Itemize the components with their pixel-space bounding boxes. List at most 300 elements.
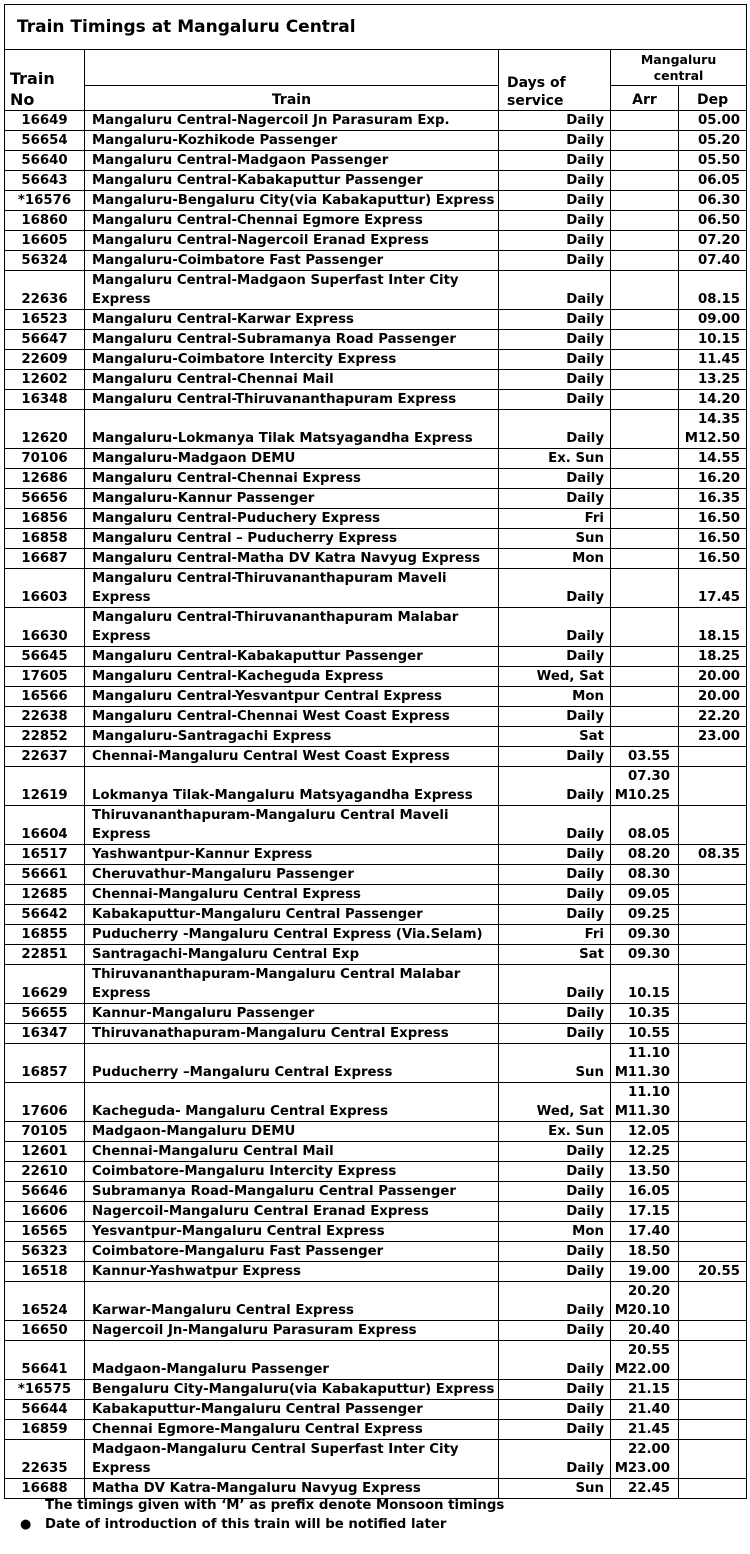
arrival-cell (611, 1282, 679, 1321)
days-of-service-cell: Daily (499, 251, 611, 271)
train-number-cell: 56643 (5, 171, 85, 191)
table-row (5, 806, 747, 845)
days-of-service-cell: Daily (499, 111, 611, 131)
departure-cell (679, 1380, 747, 1400)
arrival-cell (611, 1202, 679, 1222)
timetable-sheet (4, 4, 746, 1499)
cell-line: Mangaluru Central-Thiruvananthapuram Maveli (92, 571, 447, 586)
train-number-cell: 16857 (5, 1044, 85, 1083)
days-of-service-cell: Daily (499, 1400, 611, 1420)
cell-line: Chennai-Mangaluru Central Mail (92, 1144, 334, 1159)
arrival-cell (611, 945, 679, 965)
arrival-cell (611, 1380, 679, 1400)
table-row (5, 1044, 747, 1083)
arrival-cell (611, 271, 679, 310)
train-number-cell: *16576 (5, 191, 85, 211)
arrival-cell (611, 1420, 679, 1440)
table-row (5, 727, 747, 747)
train-name-cell (85, 865, 499, 885)
cell-line: 21.40 (627, 1402, 670, 1417)
cell-line: 12.25 (627, 1144, 670, 1159)
cell-line: Cheruvathur-Mangaluru Passenger (92, 867, 354, 882)
train-name-cell (85, 845, 499, 865)
page-title: Train Timings at Mangaluru Central (5, 5, 747, 50)
train-number-cell: 16688 (5, 1479, 85, 1499)
table-row (5, 945, 747, 965)
train-name-cell (85, 151, 499, 171)
cell-line: M20.10 (614, 1303, 670, 1318)
train-name-cell (85, 647, 499, 667)
train-name-cell (85, 330, 499, 350)
cell-line: Kabakaputtur-Mangaluru Central Passenger (92, 1402, 423, 1417)
train-number-cell: 16649 (5, 111, 85, 131)
arrival-cell (611, 1122, 679, 1142)
header-days-line2: service (507, 93, 564, 109)
cell-line: 11.10 (627, 1085, 670, 1100)
table-row (5, 1162, 747, 1182)
table-row (5, 1004, 747, 1024)
train-number-cell: *16575 (5, 1380, 85, 1400)
arrival-cell (611, 549, 679, 569)
table-row (5, 171, 747, 191)
cell-line: Madgaon-Mangaluru Passenger (92, 1362, 329, 1377)
cell-line: Mangaluru Central-Chennai Express (92, 471, 361, 486)
departure-cell (679, 271, 747, 310)
cell-line: 08.15 (697, 292, 741, 307)
cell-line: 14.35 (697, 412, 741, 427)
train-name-cell (85, 687, 499, 707)
train-name-cell (85, 1162, 499, 1182)
train-number-cell: 16629 (5, 965, 85, 1004)
arrival-cell (611, 1440, 679, 1479)
cell-line: M10.25 (614, 788, 670, 803)
departure-cell (679, 1242, 747, 1262)
departure-cell (679, 1440, 747, 1479)
cell-line: 22.20 (697, 709, 741, 724)
departure-cell (679, 1182, 747, 1202)
train-name-cell (85, 945, 499, 965)
train-name-cell (85, 1182, 499, 1202)
train-number-cell: 16523 (5, 310, 85, 330)
cell-line: 09.00 (697, 312, 741, 327)
arrival-cell (611, 727, 679, 747)
days-of-service-cell: Daily (499, 330, 611, 350)
train-number-cell: 56654 (5, 131, 85, 151)
days-of-service-cell: Daily (499, 271, 611, 310)
arrival-cell (611, 449, 679, 469)
cell-line: Express (92, 629, 151, 644)
table-row (5, 1420, 747, 1440)
days-of-service-cell: Daily (499, 350, 611, 370)
departure-cell (679, 747, 747, 767)
cell-line: 11.45 (697, 352, 741, 367)
cell-line: Mangaluru Central-Subramanya Road Passenger (92, 332, 456, 347)
table-row (5, 905, 747, 925)
departure-cell (679, 489, 747, 509)
train-name-cell (85, 1400, 499, 1420)
train-number-cell: 70106 (5, 449, 85, 469)
cell-line: 07.20 (697, 233, 741, 248)
days-of-service-cell: Daily (499, 885, 611, 905)
cell-line: Chennai Egmore-Mangaluru Central Express (92, 1422, 423, 1437)
days-of-service-cell: Daily (499, 1341, 611, 1380)
table-row (5, 965, 747, 1004)
header-train-no-line1: Train (10, 69, 55, 88)
departure-cell (679, 310, 747, 330)
days-of-service-cell: Daily (499, 905, 611, 925)
table-row (5, 1400, 747, 1420)
train-name-cell (85, 1420, 499, 1440)
cell-line: Kacheguda- Mangaluru Central Express (92, 1104, 389, 1119)
table-row (5, 767, 747, 806)
days-of-service-cell: Daily (499, 469, 611, 489)
table-row (5, 1341, 747, 1380)
cell-line: 09.25 (627, 907, 670, 922)
departure-cell (679, 727, 747, 747)
cell-line: 13.50 (627, 1164, 670, 1179)
train-name-cell (85, 231, 499, 251)
departure-cell (679, 707, 747, 727)
train-number-cell: 22851 (5, 945, 85, 965)
timetable (4, 4, 747, 1499)
departure-cell (679, 806, 747, 845)
days-of-service-cell: Daily (499, 707, 611, 727)
table-row (5, 1380, 747, 1400)
arrival-cell (611, 707, 679, 727)
departure-cell (679, 350, 747, 370)
departure-cell (679, 469, 747, 489)
train-number-cell: 16630 (5, 608, 85, 647)
departure-cell (679, 390, 747, 410)
days-of-service-cell: Mon (499, 549, 611, 569)
cell-line: 14.55 (697, 451, 741, 466)
train-name-cell (85, 1222, 499, 1242)
days-of-service-cell: Daily (499, 1321, 611, 1341)
cell-line: Mangaluru Central-Nagercoil Jn Parasuram Exp. (92, 113, 450, 128)
train-name-cell (85, 131, 499, 151)
cell-line: 16.50 (697, 551, 741, 566)
train-name-cell (85, 1262, 499, 1282)
days-of-service-cell: Daily (499, 1162, 611, 1182)
departure-cell (679, 965, 747, 1004)
train-number-cell: 12620 (5, 410, 85, 449)
cell-line: Madgaon-Mangaluru Central Superfast Inter City (92, 1442, 459, 1457)
introduction-note (20, 1515, 504, 1534)
departure-cell (679, 1420, 747, 1440)
cell-line: Mangaluru-Kannur Passenger (92, 491, 315, 506)
table-row (5, 271, 747, 310)
cell-line: 20.20 (627, 1284, 670, 1299)
train-number-cell: 16603 (5, 569, 85, 608)
arrival-cell (611, 1262, 679, 1282)
train-number-cell: 22610 (5, 1162, 85, 1182)
arrival-cell (611, 330, 679, 350)
arrival-cell (611, 608, 679, 647)
cell-line: Mangaluru Central-Kabakaputtur Passenger (92, 173, 423, 188)
cell-line: Thiruvanathapuram-Mangaluru Central Express (92, 1026, 449, 1041)
days-of-service-cell: Daily (499, 390, 611, 410)
cell-line: 16.35 (697, 491, 741, 506)
days-of-service-cell: Mon (499, 687, 611, 707)
cell-line: M22.00 (614, 1362, 670, 1377)
cell-line: Mangaluru Central-Matha DV Katra Navyug Express (92, 551, 481, 566)
train-name-cell (85, 191, 499, 211)
table-row (5, 925, 747, 945)
days-of-service-cell: Daily (499, 647, 611, 667)
days-of-service-cell: Daily (499, 965, 611, 1004)
train-name-cell (85, 905, 499, 925)
table-row (5, 231, 747, 251)
departure-cell (679, 111, 747, 131)
train-name-cell (85, 1024, 499, 1044)
train-name-cell (85, 111, 499, 131)
train-name-cell (85, 965, 499, 1004)
table-row (5, 707, 747, 727)
arrival-cell (611, 489, 679, 509)
arrival-cell (611, 350, 679, 370)
table-row (5, 1024, 747, 1044)
cell-line: Karwar-Mangaluru Central Express (92, 1303, 354, 1318)
cell-line: Mangaluru Central-Chennai West Coast Express (92, 709, 450, 724)
days-of-service-cell: Daily (499, 1282, 611, 1321)
arrival-cell (611, 151, 679, 171)
departure-cell (679, 410, 747, 449)
header-dep: Dep (679, 86, 747, 111)
arrival-cell (611, 1024, 679, 1044)
cell-line: Mangaluru Central-Kacheguda Express (92, 669, 384, 684)
arrival-cell (611, 1242, 679, 1262)
cell-line: Mangaluru Central-Nagercoil Eranad Express (92, 233, 429, 248)
cell-line: Yashwantpur-Kannur Express (92, 847, 313, 862)
arrival-cell (611, 231, 679, 251)
cell-line: 11.10 (627, 1046, 670, 1061)
departure-cell (679, 211, 747, 231)
train-name-cell (85, 1004, 499, 1024)
departure-cell (679, 1400, 747, 1420)
cell-line: 17.45 (697, 590, 741, 605)
departure-cell (679, 667, 747, 687)
train-number-cell: 16687 (5, 549, 85, 569)
cell-line: Mangaluru Central-Madgaon Passenger (92, 153, 389, 168)
table-row (5, 350, 747, 370)
train-number-cell: 22852 (5, 727, 85, 747)
departure-cell (679, 865, 747, 885)
cell-line: 17.40 (627, 1224, 670, 1239)
cell-line: Mangaluru-Kozhikode Passenger (92, 133, 338, 148)
train-name-cell (85, 310, 499, 330)
cell-line: 09.30 (627, 947, 670, 962)
table-row (5, 1122, 747, 1142)
train-number-cell: 16605 (5, 231, 85, 251)
cell-line: 10.15 (697, 332, 741, 347)
cell-line: Santragachi-Mangaluru Central Exp (92, 947, 360, 962)
train-number-cell: 56645 (5, 647, 85, 667)
header-station-line2: central (653, 67, 704, 83)
cell-line: 21.45 (627, 1422, 670, 1437)
arrival-cell (611, 687, 679, 707)
days-of-service-cell: Ex. Sun (499, 1122, 611, 1142)
arrival-cell (611, 1004, 679, 1024)
train-number-cell: 16518 (5, 1262, 85, 1282)
cell-line: 20.55 (697, 1264, 741, 1279)
departure-cell (679, 191, 747, 211)
arrival-cell (611, 767, 679, 806)
departure-cell (679, 1222, 747, 1242)
departure-cell (679, 1202, 747, 1222)
train-name-cell (85, 1321, 499, 1341)
departure-cell (679, 1321, 747, 1341)
table-row (5, 608, 747, 647)
days-of-service-cell: Daily (499, 231, 611, 251)
table-row (5, 1242, 747, 1262)
arrival-cell (611, 747, 679, 767)
arrival-cell (611, 1083, 679, 1122)
introduction-note-text: Date of introduction of this train will be notified later (45, 1517, 447, 1532)
train-number-cell: 22635 (5, 1440, 85, 1479)
arrival-cell (611, 569, 679, 608)
departure-cell (679, 647, 747, 667)
arrival-cell (611, 647, 679, 667)
arrival-cell (611, 509, 679, 529)
arrival-cell (611, 905, 679, 925)
cell-line: Mangaluru-Lokmanya Tilak Matsyagandha Express (92, 431, 473, 446)
departure-cell (679, 687, 747, 707)
departure-cell (679, 549, 747, 569)
train-number-cell: 56324 (5, 251, 85, 271)
train-number-cell: 70105 (5, 1122, 85, 1142)
train-number-cell: 22609 (5, 350, 85, 370)
days-of-service-cell: Daily (499, 1420, 611, 1440)
departure-cell (679, 925, 747, 945)
cell-line: Express (92, 1461, 151, 1476)
cell-line: Coimbatore-Mangaluru Intercity Express (92, 1164, 397, 1179)
train-name-cell (85, 1380, 499, 1400)
cell-line: 20.40 (627, 1323, 670, 1338)
cell-line: Mangaluru-Madgaon DEMU (92, 451, 296, 466)
cell-line: Thiruvananthapuram-Mangaluru Central Maveli (92, 808, 449, 823)
arrival-cell (611, 1400, 679, 1420)
arrival-cell (611, 845, 679, 865)
cell-line: 22.00 (627, 1442, 670, 1457)
days-of-service-cell: Daily (499, 747, 611, 767)
table-row (5, 251, 747, 271)
cell-line: 16.05 (627, 1184, 670, 1199)
header-station-line1: Mangaluru (640, 51, 717, 67)
train-number-cell: 56640 (5, 151, 85, 171)
days-of-service-cell: Sat (499, 945, 611, 965)
cell-line: Mangaluru Central-Puduchery Express (92, 511, 381, 526)
train-number-cell: 12686 (5, 469, 85, 489)
days-of-service-cell: Daily (499, 1440, 611, 1479)
departure-cell (679, 1122, 747, 1142)
train-number-cell: 56647 (5, 330, 85, 350)
departure-cell (679, 608, 747, 647)
train-name-cell (85, 1440, 499, 1479)
days-of-service-cell: Daily (499, 1024, 611, 1044)
cell-line: Madgaon-Mangaluru DEMU (92, 1124, 296, 1139)
departure-cell (679, 231, 747, 251)
departure-cell (679, 1142, 747, 1162)
arrival-cell (611, 1321, 679, 1341)
table-row (5, 449, 747, 469)
cell-line: Mangaluru Central-Chennai Mail (92, 372, 334, 387)
arrival-cell (611, 925, 679, 945)
train-number-cell: 22637 (5, 747, 85, 767)
arrival-cell (611, 1142, 679, 1162)
train-name-cell (85, 1083, 499, 1122)
days-of-service-cell: Daily (499, 1242, 611, 1262)
cell-line: Chennai-Mangaluru Central Express (92, 887, 361, 902)
train-name-cell (85, 509, 499, 529)
days-of-service-cell: Sun (499, 1044, 611, 1083)
days-of-service-cell: Daily (499, 1262, 611, 1282)
cell-line: Puducherry -Mangaluru Central Express (Via.Selam) (92, 927, 483, 942)
cell-line: Kannur-Mangaluru Passenger (92, 1006, 315, 1021)
header-days-line1: Days of (507, 75, 566, 91)
cell-line: 05.50 (697, 153, 741, 168)
days-of-service-cell: Daily (499, 310, 611, 330)
train-number-cell: 56644 (5, 1400, 85, 1420)
cell-line: M11.30 (614, 1104, 670, 1119)
cell-line: 20.55 (627, 1343, 670, 1358)
train-number-cell: 16517 (5, 845, 85, 865)
table-row (5, 1083, 747, 1122)
train-number-cell: 12619 (5, 767, 85, 806)
train-number-cell: 17605 (5, 667, 85, 687)
train-name-cell (85, 747, 499, 767)
days-of-service-cell: Daily (499, 1182, 611, 1202)
departure-cell (679, 945, 747, 965)
table-row (5, 111, 747, 131)
cell-line: 12.05 (627, 1124, 670, 1139)
table-row (5, 865, 747, 885)
cell-line: Yesvantpur-Mangaluru Central Express (92, 1224, 385, 1239)
train-number-cell: 56655 (5, 1004, 85, 1024)
header-train-no-line2: No (10, 90, 35, 109)
departure-cell (679, 449, 747, 469)
train-name-cell (85, 885, 499, 905)
days-of-service-cell: Daily (499, 845, 611, 865)
train-name-cell (85, 489, 499, 509)
cell-line: Puducherry –Mangaluru Central Express (92, 1065, 393, 1080)
cell-line: 13.25 (697, 372, 741, 387)
train-number-cell: 16347 (5, 1024, 85, 1044)
cell-line: 03.55 (627, 749, 670, 764)
train-name-cell (85, 350, 499, 370)
train-name-cell (85, 410, 499, 449)
table-row (5, 1202, 747, 1222)
table-row (5, 1440, 747, 1479)
train-number-cell: 16606 (5, 1202, 85, 1222)
cell-line: 09.05 (627, 887, 670, 902)
departure-cell (679, 1083, 747, 1122)
train-number-cell: 16604 (5, 806, 85, 845)
cell-line: 18.50 (627, 1244, 670, 1259)
cell-line: M23.00 (614, 1461, 670, 1476)
arrival-cell (611, 965, 679, 1004)
train-name-cell (85, 469, 499, 489)
cell-line: 20.00 (697, 689, 741, 704)
train-number-cell: 16348 (5, 390, 85, 410)
train-name-cell (85, 1122, 499, 1142)
train-name-cell (85, 707, 499, 727)
train-number-cell: 56323 (5, 1242, 85, 1262)
table-row (5, 191, 747, 211)
cell-line: 18.25 (697, 649, 741, 664)
departure-cell (679, 251, 747, 271)
train-name-cell (85, 1202, 499, 1222)
cell-line: 08.20 (627, 847, 670, 862)
